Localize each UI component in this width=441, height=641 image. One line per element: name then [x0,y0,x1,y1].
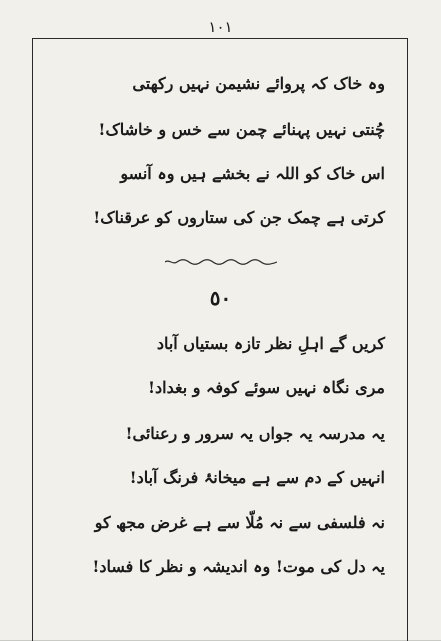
verse-line: مری نگاہ نہیں سوئے کوفہ و بغداد! [147,378,385,397]
page-number: ١٠١ [208,18,233,36]
verse-line: نہ فلسفی سے نہ مُلّا سے ہے غرض مجھ کو [94,513,385,532]
poem-number: ٥٠ [209,286,232,310]
verse-line: وہ خاک کہ پروائے نشیمن نہیں رکھتی [132,74,385,93]
verse-line: انہیں کے دم سے ہے میخانۂ فرنگ آباد! [129,468,385,487]
section-divider [165,259,277,265]
verse-line: کرتی ہے چمک جن کی ستاروں کو عرقناک! [93,208,385,227]
verse-line: یہ دل کی موت! وہ اندیشہ و نظر کا فساد! [92,557,385,576]
verse-line: چُنتی نہیں پہنائے چمن سے خس و خاشاک! [98,120,385,139]
verse-line: اس خاک کو اللہ نے بخشے ہیں وہ آنسو [120,164,385,183]
verse-line: کریں گے اہلِ نظر تازہ بستیاں آباد [156,334,385,353]
verse-line: یہ مدرسہ یہ جواں یہ سرور و رعنائی! [125,424,385,443]
